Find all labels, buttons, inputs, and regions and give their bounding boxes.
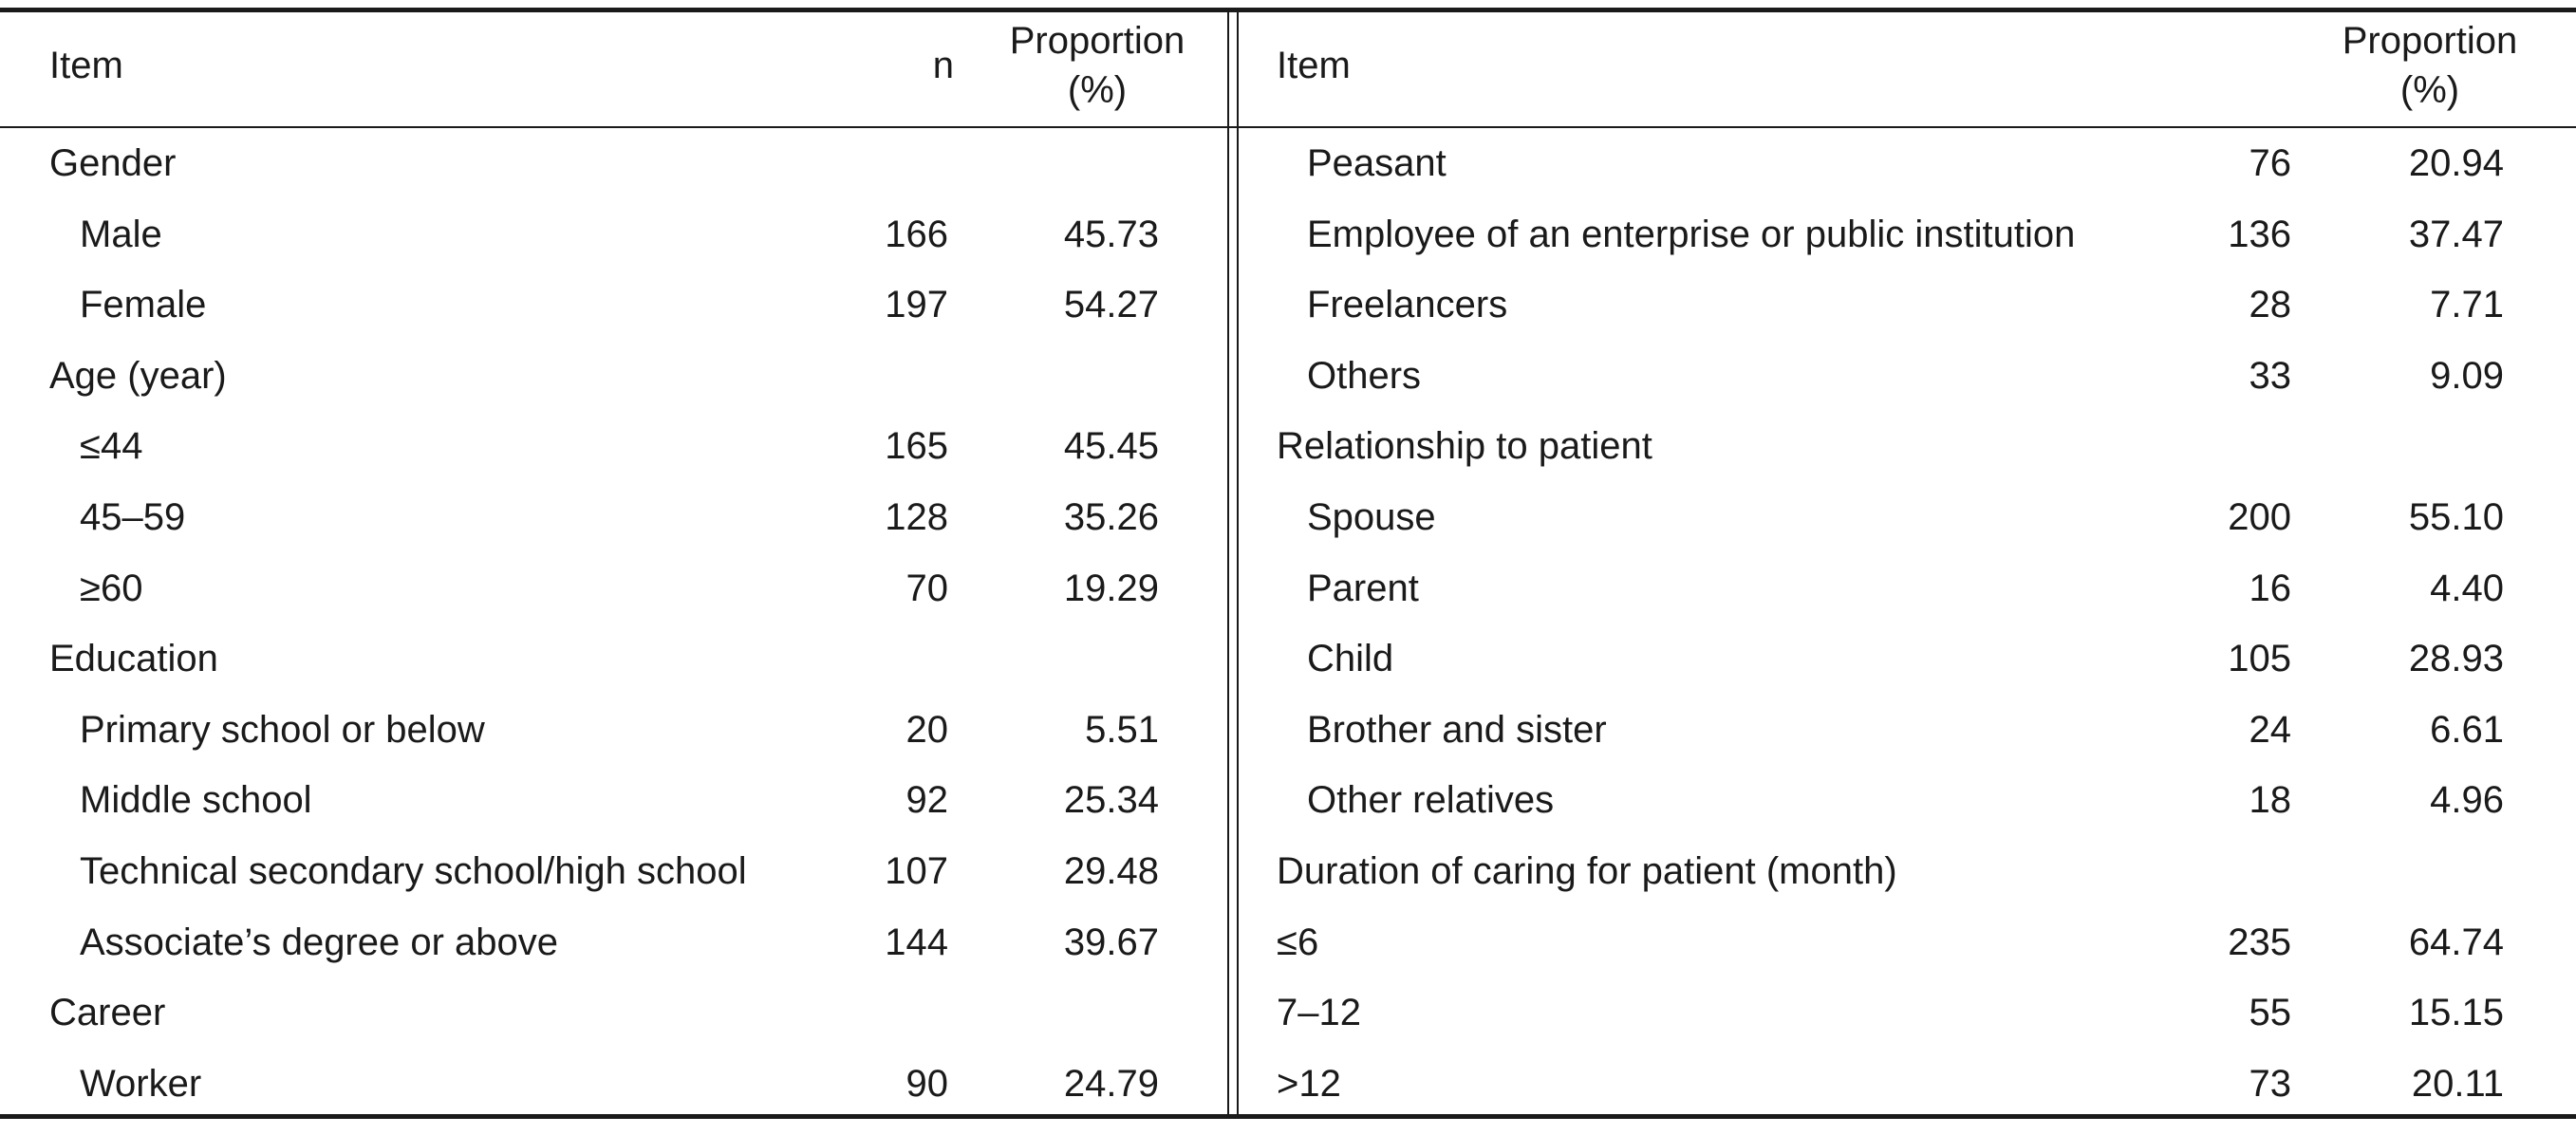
cell-n: 70 [905,567,948,609]
cell-item: Education [49,638,218,680]
cell-item: Worker [80,1062,202,1105]
cell-proportion: 45.45 [1063,425,1159,468]
cell-proportion: 54.27 [1063,284,1159,326]
table-row [0,623,1227,695]
cell-item: Duration of caring for patient (month) [1277,849,1897,892]
cell-item: Others [1307,354,1422,397]
table-row [0,128,1227,199]
table-row [1239,341,2576,412]
cell-proportion: 7.71 [2430,284,2504,326]
cell-item: >12 [1277,1062,1341,1105]
cell-proportion: 19.29 [1063,567,1159,609]
table-row [0,695,1227,766]
header-proportion-line2: (%) [1067,69,1128,111]
table-row [0,1049,1227,1120]
cell-item: Freelancers [1307,284,1508,326]
table-row [0,977,1227,1049]
cell-item: Female [80,284,207,326]
table-body [1239,128,2576,1119]
cell-item: ≤44 [80,425,143,468]
cell-item: Employee of an enterprise or public institution [1307,213,2076,255]
header-proportion [2325,16,2534,115]
cell-item: Age (year) [49,354,227,397]
table-row [1239,977,2576,1049]
cell-proportion: 37.47 [2408,213,2504,255]
cell-item: 7–12 [1277,992,1361,1034]
table-row [1239,623,2576,695]
cell-proportion: 25.34 [1063,779,1159,822]
cell-n: 200 [2228,495,2291,538]
cell-item: Male [80,213,162,255]
table-row [1239,128,2576,199]
cell-proportion: 29.48 [1063,849,1159,892]
table-row [1239,482,2576,553]
table-row [1239,1049,2576,1120]
cell-proportion: 20.94 [2408,142,2504,184]
table-row [0,907,1227,978]
cell-item: Primary school or below [80,708,485,751]
cell-item: Child [1307,638,1394,680]
table-top-rule [0,8,2576,12]
cell-item: Middle school [80,779,312,822]
cell-n: 166 [885,213,948,255]
cell-item: Associate’s degree or above [80,921,559,963]
cell-proportion: 20.11 [2411,1062,2504,1105]
cell-item: Spouse [1307,495,1436,538]
header-item: Item [1277,45,1351,86]
cell-proportion: 35.26 [1063,495,1159,538]
cell-n: 136 [2228,213,2291,255]
cell-n: 144 [885,921,948,963]
table-row [0,482,1227,553]
table-row [0,836,1227,907]
header-proportion-line1: Proportion [1009,20,1185,62]
cell-item: ≥60 [80,567,143,609]
table-row [0,411,1227,482]
table-row [0,270,1227,341]
cell-n: 165 [885,425,948,468]
table-row [1239,553,2576,624]
cell-n: 90 [905,1062,948,1105]
cell-item: Gender [49,142,177,184]
cell-proportion: 24.79 [1063,1062,1159,1105]
cell-proportion: 4.96 [2430,779,2504,822]
cell-n: 16 [2249,567,2291,609]
header-proportion-line2: (%) [2399,69,2460,111]
cell-n: 55 [2249,992,2291,1034]
cell-n: 197 [885,284,948,326]
cell-item: Relationship to patient [1277,425,1652,468]
cell-proportion: 4.40 [2430,567,2504,609]
cell-n: 24 [2249,708,2291,751]
cell-n: 128 [885,495,948,538]
cell-proportion: 5.51 [1085,708,1159,751]
cell-item: Career [49,992,166,1034]
cell-proportion: 9.09 [2430,354,2504,397]
cell-proportion: 6.61 [2430,708,2504,751]
cell-n: 105 [2228,638,2291,680]
table-row [1239,765,2576,836]
cell-n: 28 [2249,284,2291,326]
cell-item: Other relatives [1307,779,1555,822]
cell-n: 92 [905,779,948,822]
header-n: n [932,45,954,86]
cell-n: 107 [885,849,948,892]
cell-item: 45–59 [80,495,186,538]
cell-item: Brother and sister [1307,708,1607,751]
panel-divider-line [1227,12,1229,1114]
table-row [1239,836,2576,907]
table-row [1239,907,2576,978]
table-row [1239,199,2576,270]
cell-n: 235 [2228,921,2291,963]
header-proportion-line1: Proportion [2342,20,2518,62]
table-row [1239,695,2576,766]
table-row [0,765,1227,836]
cell-proportion: 15.15 [2408,992,2504,1034]
cell-item: ≤6 [1277,921,1319,963]
cell-item: Parent [1307,567,1419,609]
cell-proportion: 64.74 [2408,921,2504,963]
cell-n: 20 [905,708,948,751]
cell-proportion: 45.73 [1063,213,1159,255]
cell-n: 18 [2249,779,2291,822]
table-row [0,553,1227,624]
cell-proportion: 39.67 [1063,921,1159,963]
cell-item: Technical secondary school/high school [80,849,747,892]
cell-n: 33 [2249,354,2291,397]
table-body [0,128,1227,1119]
table-row [0,341,1227,412]
table-row [0,199,1227,270]
table-row [1239,270,2576,341]
cell-proportion: 28.93 [2408,638,2504,680]
table-row [1239,411,2576,482]
header-item: Item [49,45,123,86]
cell-item: Peasant [1307,142,1447,184]
cell-proportion: 55.10 [2408,495,2504,538]
header-proportion [993,16,1202,115]
cell-n: 73 [2249,1062,2291,1105]
cell-n: 76 [2249,142,2291,184]
